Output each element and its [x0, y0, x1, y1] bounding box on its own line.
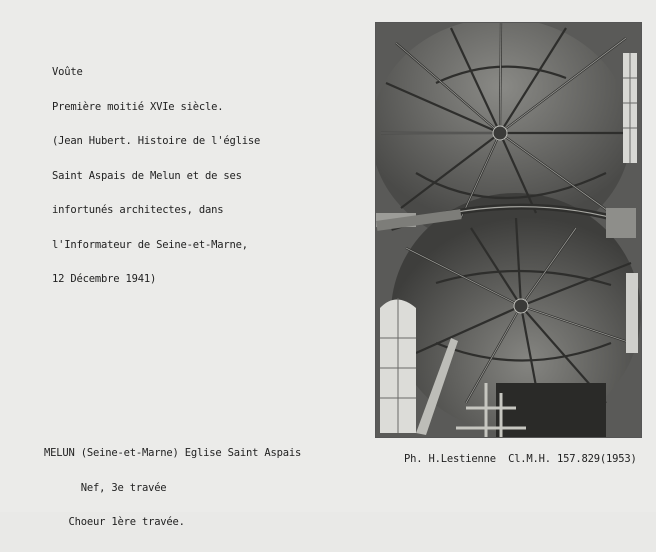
- caption-line: Nef, 3e travée: [44, 481, 167, 494]
- caption-line: (Jean Hubert. Histoire de l'église: [52, 135, 261, 147]
- caption-line: l'Informateur de Seine-et-Marne,: [52, 238, 248, 251]
- vault-photograph: [375, 22, 642, 438]
- caption-line: Choeur 1ère travée.: [44, 516, 185, 528]
- vault-illustration: [376, 23, 641, 437]
- caption-line: Voûte: [52, 66, 83, 78]
- caption-line: MELUN (Seine-et-Marne) Eglise Saint Aspais: [44, 447, 302, 459]
- caption-line: 12 Décembre 1941): [52, 273, 157, 285]
- location-caption: [44, 425, 344, 552]
- description-caption: [52, 44, 352, 309]
- caption-line: Première moitié XVIe siècle.: [52, 100, 224, 113]
- caption-line: infortunés architectes, dans: [52, 204, 224, 216]
- photo-credit: Ph. H.Lestienne Cl.M.H. 157.829(1953): [404, 453, 637, 465]
- caption-line: Saint Aspais de Melun et de ses: [52, 169, 242, 182]
